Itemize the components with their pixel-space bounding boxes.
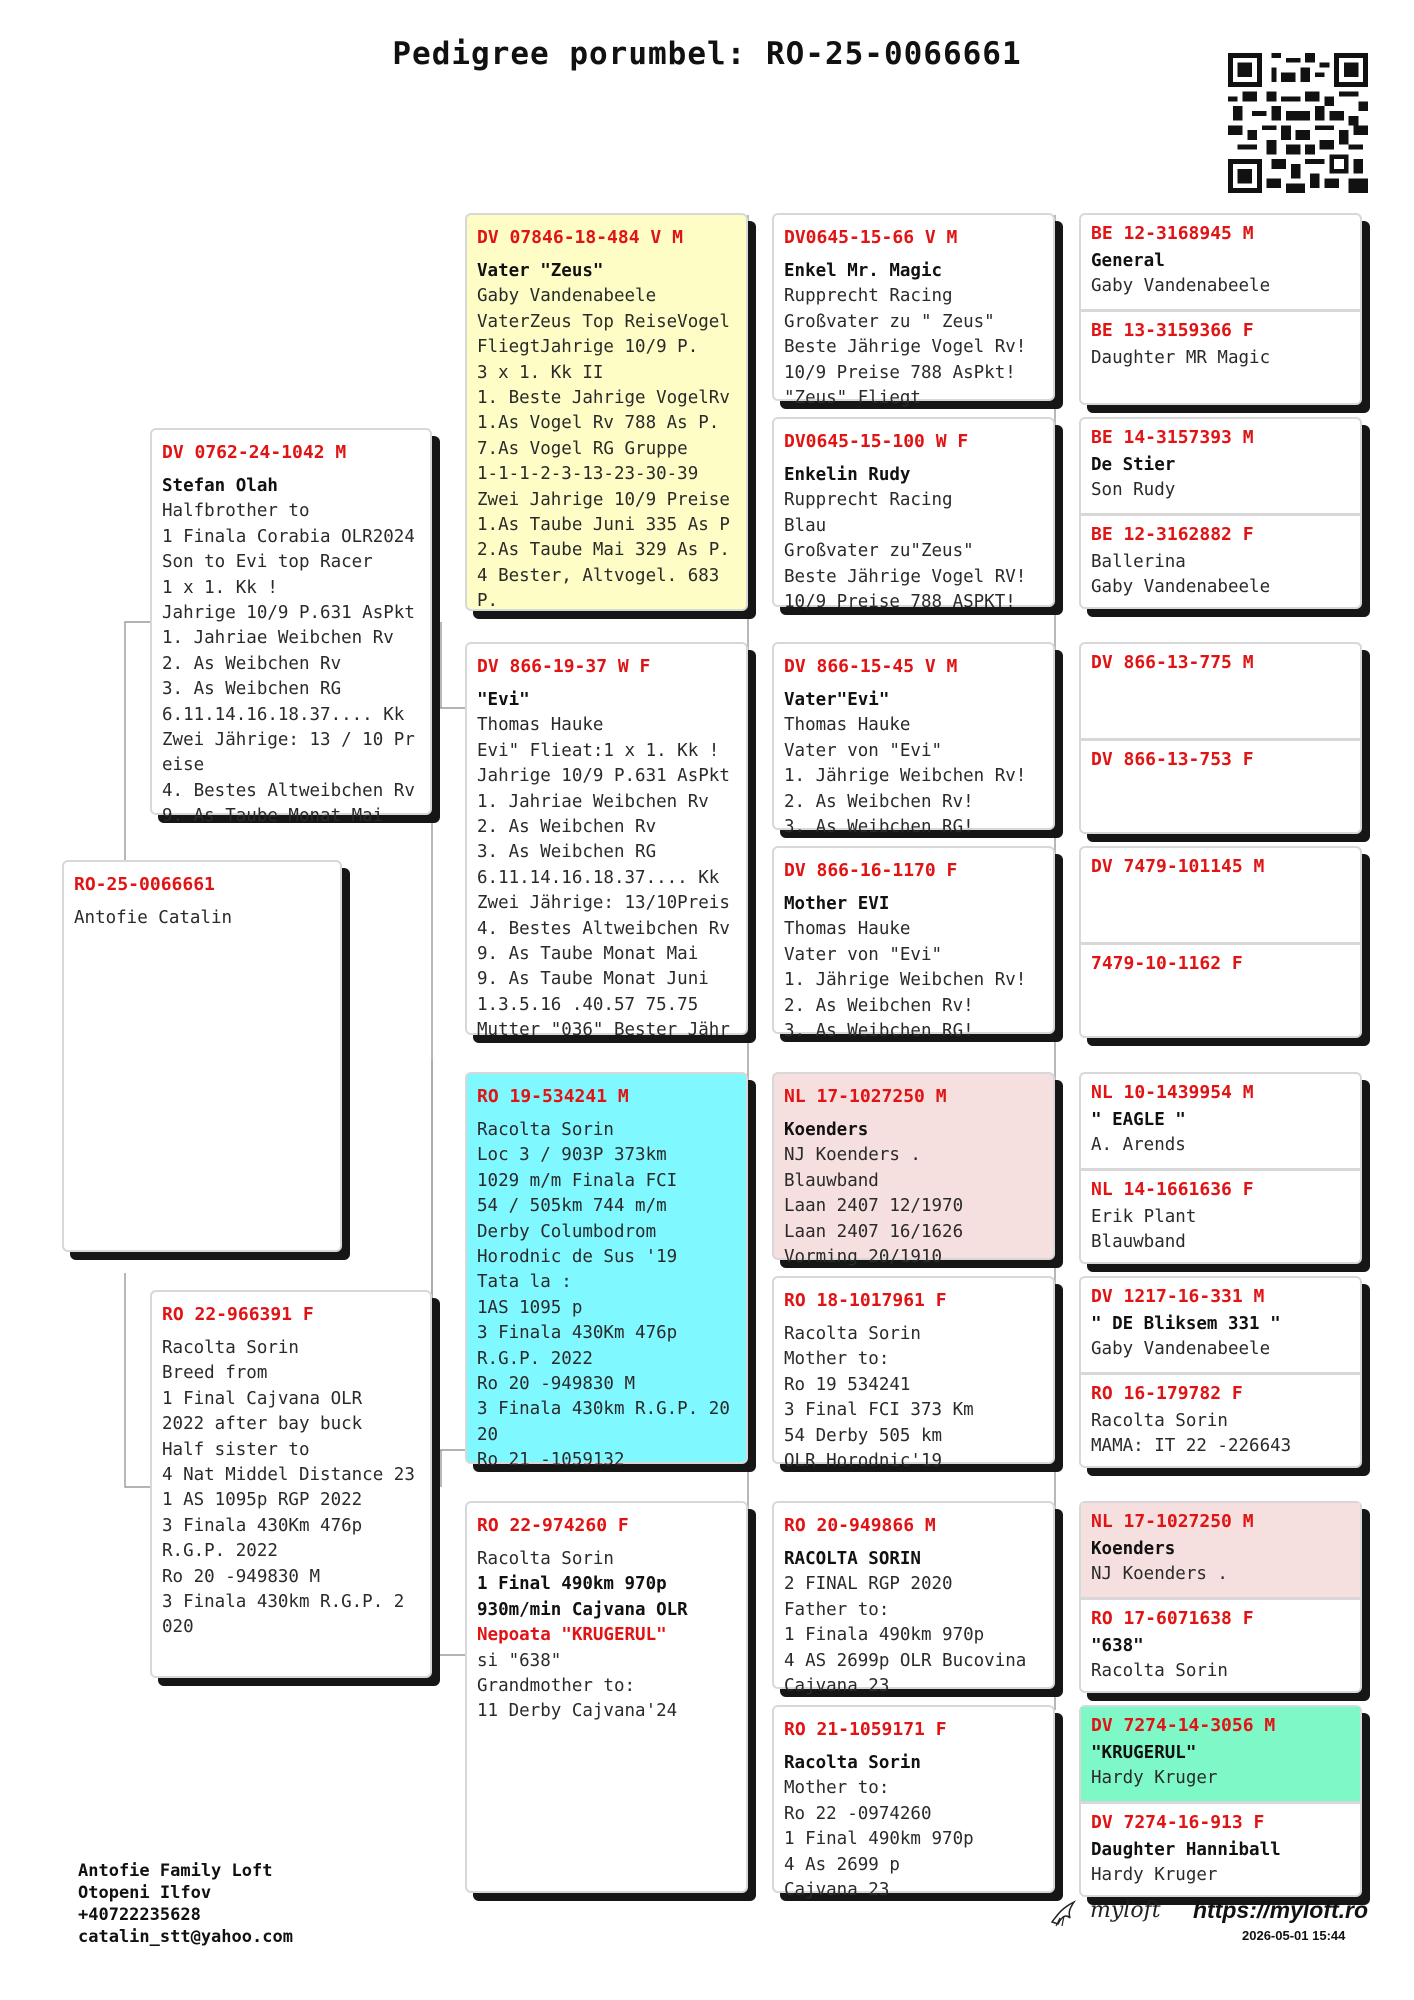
great-grandparent-card-6[interactable] [772, 1276, 1055, 1472]
info-line: Halfbrother to [162, 501, 310, 522]
info-line: Rupprecht Racing [784, 490, 953, 511]
info-line: 3. As Weibchen RG [162, 679, 342, 700]
info-line: 10/9 Preise 788 ASPKT! [784, 592, 1016, 613]
info-line: 020 [162, 1617, 194, 1638]
ring-number: RO 21-1059171 F [784, 1719, 947, 1740]
info-line: Laan 2407 12/1970 [784, 1196, 964, 1217]
pigeon-name: Vater "Zeus" [477, 261, 604, 281]
info-line: 930m/min Cajvana OLR [477, 1599, 688, 1620]
info-line: Nepoata "KRUGERUL" [477, 1625, 667, 1646]
great-grandparent-card-4[interactable] [772, 846, 1055, 1042]
info-line: 1 AS 1095p RGP 2022 [162, 1490, 363, 1511]
info-line: 1 Final 490km 970p [477, 1574, 667, 1595]
pigeon-name: Stefan Olah [162, 476, 278, 496]
ancestor-pair-card-6[interactable] [1079, 1276, 1362, 1468]
info-line: Racolta Sorin [1091, 1661, 1228, 1681]
info-line: si "638" [477, 1650, 562, 1671]
ring-number: BE 14-3157393 M [1091, 427, 1254, 448]
ring-number: NL 10-1439954 M [1091, 1082, 1254, 1103]
info-line: Son to Evi top Racer [162, 552, 373, 573]
info-line: 3 Finala 430Km 476p [477, 1323, 678, 1344]
ancestor-dam[interactable] [1081, 1597, 1360, 1691]
info-line: 1 Finala Corabia OLR2024 [162, 526, 415, 547]
info-line: 1.3.5.16 .40.57 75.75 [477, 994, 699, 1015]
ring-number: DV0645-15-100 W F [784, 431, 969, 452]
ancestor-dam[interactable] [1081, 309, 1360, 403]
info-line: 11 Derby Cajvana'24 [477, 1701, 678, 1722]
ring-number: NL 14-1661636 F [1091, 1179, 1254, 1200]
ancestor-dam[interactable] [1081, 1801, 1360, 1895]
info-line: 3 x 1. Kk II [477, 362, 604, 383]
info-line: Mother to: [784, 1349, 890, 1370]
info-line: Gaby Vandenabeele [1091, 577, 1271, 597]
info-line: 9. As Taube Monat Mai [162, 806, 384, 827]
ancestor-pair-card-1[interactable] [1079, 213, 1362, 405]
info-line: 2 FINAL RGP 2020 [784, 1574, 953, 1595]
great-grandparent-card-5[interactable] [772, 1072, 1055, 1268]
ancestor-sire[interactable] [1081, 1707, 1360, 1801]
myloft-bird-logo-icon [1048, 1896, 1080, 1928]
grandparent-card-2[interactable] [465, 642, 748, 1041]
info-line: Gaby Vandenabeele [1091, 276, 1271, 296]
pigeon-name: "Evi" [477, 690, 530, 710]
info-line: 4. Bestes Altweibchen Rv [162, 780, 415, 801]
info-line: Erik Plant [1091, 1207, 1197, 1227]
info-line: Daughter MR Magic [1091, 348, 1271, 368]
ring-number: RO-25-0066661 [74, 874, 215, 895]
info-line: 1-1-1-2-3-13-23-30-39 [477, 464, 699, 485]
owner-name: Antofie Catalin [74, 908, 233, 928]
info-line: 1 x 1. Kk ! [162, 577, 278, 598]
info-line: Grandmother to: [477, 1676, 636, 1697]
grandparent-card-4[interactable] [465, 1501, 748, 1893]
info-line: 1 Finala 490km 970p [784, 1625, 985, 1646]
great-grandparent-card-3[interactable] [772, 642, 1055, 838]
info-line: Beste Jährige Vogel RV! [784, 566, 1027, 587]
ancestor-dam[interactable] [1081, 1372, 1360, 1466]
info-line: 1. Jährige Weibchen Rv! [784, 766, 1027, 787]
ring-number: BE 12-3168945 M [1091, 223, 1254, 244]
ring-number: BE 12-3162882 F [1091, 524, 1254, 545]
ring-number: DV0645-15-66 V M [784, 227, 958, 248]
info-line: Großvater zu " Zeus" [784, 311, 995, 332]
ancestor-pair-card-4[interactable] [1079, 846, 1362, 1038]
ring-number: RO 18-1017961 F [784, 1290, 947, 1311]
ring-number: DV 0762-24-1042 M [162, 442, 347, 463]
info-line: NJ Koenders . [784, 1145, 921, 1166]
info-line: Hardy Kruger [1091, 1865, 1218, 1885]
info-line: Blau [784, 515, 827, 536]
ring-number: RO 16-179782 F [1091, 1383, 1243, 1404]
brand-url-link[interactable]: https://myloft.ro [1193, 1897, 1369, 1923]
info-line: 1029 m/m Finala FCI [477, 1170, 678, 1191]
pigeon-name: Koenders [784, 1120, 869, 1140]
info-line: 1. Beste Jahrige VogelRv [477, 388, 730, 409]
loft-name: Antofie Family Loft [78, 1861, 273, 1881]
subject-pigeon-card[interactable] [62, 860, 342, 1252]
info-line: P. [477, 591, 499, 612]
info-line: 4 Bester, Altvogel. 683 [477, 565, 720, 586]
ring-number: NL 17-1027250 M [1091, 1511, 1254, 1532]
pigeon-name: Enkelin Rudy [784, 465, 911, 485]
info-line: 10/9 Preise 788 AsPkt! [784, 362, 1016, 383]
ancestor-pair-card-7[interactable] [1079, 1501, 1362, 1693]
info-line: 3 Finala 430km R.G.P. 2 [162, 1592, 405, 1613]
grandparent-card-1[interactable] [465, 213, 748, 611]
sire-card[interactable] [150, 428, 432, 827]
ring-number: DV 1217-16-331 M [1091, 1286, 1265, 1307]
info-line: 4. Bestes Altweibchen Rv [477, 918, 730, 939]
info-line: 3 Finala 430km R.G.P. 20 [477, 1399, 730, 1420]
loft-location: Otopeni Ilfov [78, 1883, 212, 1903]
info-line: Racolta Sorin [784, 1324, 921, 1344]
info-line: Großvater zu"Zeus" [784, 541, 974, 562]
ring-number: DV 866-16-1170 F [784, 860, 958, 881]
info-line: 9. As Taube Monat Juni [477, 969, 709, 990]
info-line: 1.As Vogel Rv 788 As P. [477, 413, 720, 434]
info-line: Ro 20 -949830 M [477, 1374, 636, 1395]
info-line: 20 [477, 1424, 499, 1445]
ring-number: 7479-10-1162 F [1091, 953, 1243, 974]
info-line: Racolta Sorin [477, 1549, 614, 1569]
info-line: Zwei Jahrige 10/9 Preise [477, 489, 730, 510]
info-line: Zwei Jährige: 13/10Preis [477, 893, 730, 914]
info-line: 9. As Taube Monat Mai [477, 944, 699, 965]
ring-number: NL 17-1027250 M [784, 1086, 947, 1107]
info-line: 4 AS 2699p OLR Bucovina [784, 1650, 1027, 1671]
info-line: "Zeus" Fliegt [784, 388, 921, 409]
info-line: Tata la : [477, 1272, 572, 1293]
info-line: Racolta Sorin [162, 1338, 299, 1358]
pigeon-name: "638" [1091, 1636, 1144, 1656]
grandparent-card-3[interactable] [465, 1072, 748, 1471]
ring-number: BE 13-3159366 F [1091, 320, 1254, 341]
info-line: FliegtJahrige 10/9 P. [477, 337, 699, 358]
ring-number: DV 7479-101145 M [1091, 856, 1265, 877]
info-line: Zwei Jährige: 13 / 10 Pr [162, 730, 415, 751]
ancestor-sire[interactable] [1081, 1503, 1360, 1597]
info-line: Thomas Hauke [784, 919, 911, 940]
ancestor-pair-card-8[interactable] [1079, 1705, 1362, 1897]
ancestor-pair-card-2[interactable] [1079, 417, 1362, 609]
info-line: Half sister to [162, 1439, 310, 1460]
ancestor-dam[interactable] [1081, 513, 1360, 607]
pigeon-name: " DE Bliksem 331 " [1091, 1314, 1281, 1334]
info-line: Jahrige 10/9 P.631 AsPkt [477, 766, 730, 787]
info-line: R.G.P. 2022 [162, 1541, 278, 1562]
dam-card[interactable] [150, 1290, 432, 1678]
pigeon-name: Mother EVI [784, 894, 890, 914]
ring-number: DV 7274-16-913 F [1091, 1812, 1265, 1833]
info-line: 2.As Taube Mai 329 As P. [477, 540, 730, 561]
qr-code-icon[interactable] [1228, 53, 1368, 193]
pigeon-name: RACOLTA SORIN [784, 1549, 921, 1569]
ancestor-dam[interactable] [1081, 942, 1360, 1036]
info-line: Breed from [162, 1363, 268, 1384]
info-line: Rupprecht Racing [784, 286, 953, 307]
info-line: 3. As Weibchen RG! [784, 817, 974, 838]
info-line: Evi" Flieat:1 x 1. Kk ! [477, 740, 720, 761]
info-line: 1.As Taube Juni 335 As P [477, 515, 730, 536]
loft-email[interactable]: catalin_stt@yahoo.com [78, 1927, 293, 1947]
info-line: 2. As Weibchen Rv! [784, 791, 974, 812]
pigeon-name: General [1091, 251, 1165, 271]
info-line: Derby Columbodrom [477, 1221, 657, 1242]
ring-number: DV 07846-18-484 V M [477, 227, 683, 248]
great-grandparent-card-8[interactable] [772, 1705, 1055, 1901]
ancestor-sire[interactable] [1081, 419, 1360, 513]
info-line: Beste Jährige Vogel Rv! [784, 337, 1027, 358]
info-line: Mother to: [784, 1778, 890, 1799]
info-line: 3 Final FCI 373 Km [784, 1400, 974, 1421]
ancestor-sire[interactable] [1081, 1074, 1360, 1168]
info-line: Laan 2407 16/1626 [784, 1221, 964, 1242]
info-line: Son Rudy [1091, 480, 1176, 500]
great-grandparent-card-1[interactable] [772, 213, 1055, 409]
info-line: Gaby Vandenabeele [1091, 1339, 1271, 1359]
ancestor-sire[interactable] [1081, 644, 1360, 738]
ancestor-pair-card-5[interactable] [1079, 1072, 1362, 1264]
info-line: Vater von "Evi" [784, 740, 943, 761]
pigeon-name: De Stier [1091, 455, 1176, 475]
info-line: 7.As Vogel RG Gruppe [477, 438, 688, 459]
ring-number: DV 866-19-37 W F [477, 656, 651, 677]
info-line: 1. Jährige Weibchen Rv! [784, 970, 1027, 991]
info-line: 4 Nat Middel Distance 23 [162, 1465, 415, 1486]
great-grandparent-card-2[interactable] [772, 417, 1055, 613]
info-line: 3 Finala 430Km 476p [162, 1515, 363, 1536]
info-line: Vorming 20/1910 [784, 1247, 943, 1268]
info-line: Blauwband [784, 1170, 879, 1191]
info-line: 2. As Weibchen Rv [162, 653, 342, 674]
info-line: 54 / 505km 744 m/m [477, 1196, 667, 1217]
info-line: MAMA: IT 22 -226643 [1091, 1436, 1292, 1456]
info-line: Mutter "036" Bester Jähr [477, 1020, 730, 1041]
info-line: 2. As Weibchen Rv [477, 817, 657, 838]
info-line: Ro 22 -0974260 [784, 1803, 932, 1824]
info-line: Ro 20 -949830 M [162, 1566, 321, 1587]
info-line: 6.11.14.16.18.37.... Kk [162, 704, 405, 725]
info-line: 3. As Weibchen RG! [784, 1021, 974, 1042]
pigeon-name: Koenders [1091, 1539, 1176, 1559]
ring-number: RO 19-534241 M [477, 1086, 629, 1107]
info-line: Father to: [784, 1599, 890, 1620]
print-timestamp: 2026-05-01 15:44 [1242, 1928, 1346, 1943]
info-line: 4 As 2699 p [784, 1854, 900, 1875]
info-line: VaterZeus Top ReiseVogel [477, 311, 730, 332]
info-line: A. Arends [1091, 1135, 1186, 1155]
info-line: 3. As Weibchen RG [477, 842, 657, 863]
ring-number: DV 7274-14-3056 M [1091, 1715, 1276, 1736]
ancestor-sire[interactable] [1081, 848, 1360, 942]
info-line: Gaby Vandenabeele [477, 286, 657, 307]
ring-number: RO 17-6071638 F [1091, 1608, 1254, 1629]
info-line: eise [162, 755, 205, 776]
info-line: 1AS 1095 p [477, 1297, 583, 1318]
pigeon-name: Ballerina [1091, 552, 1186, 572]
ancestor-sire[interactable] [1081, 215, 1360, 309]
info-line: Cajvana 23 [784, 1880, 890, 1901]
pigeon-name: Daughter Hanniball [1091, 1840, 1281, 1860]
loft-contact-block [78, 1860, 293, 1948]
info-line: Thomas Hauke [784, 715, 911, 736]
info-line: OLR Horodnic'19 [784, 1451, 943, 1472]
ancestor-sire[interactable] [1081, 1278, 1360, 1372]
info-line: 54 Derby 505 km [784, 1425, 943, 1446]
info-line: 6.11.14.16.18.37.... Kk [477, 867, 720, 888]
ring-number: DV 866-13-775 M [1091, 652, 1254, 673]
info-line: 2022 after bay buck [162, 1414, 363, 1435]
ring-number: RO 22-966391 F [162, 1304, 314, 1325]
pigeon-name: Vater"Evi" [784, 690, 890, 710]
loft-phone[interactable]: +40722235628 [78, 1905, 201, 1925]
brand-name: myloft [1090, 1898, 1161, 1923]
info-line: Cajvana 23 [784, 1676, 890, 1697]
ring-number: DV 866-15-45 V M [784, 656, 958, 677]
info-line: Blauwband [1091, 1232, 1186, 1252]
pigeon-name: Enkel Mr. Magic [784, 261, 943, 281]
info-line: Ro 21 -1059132 [477, 1450, 625, 1471]
info-line: Racolta Sorin [477, 1120, 614, 1140]
info-line: 2. As Weibchen Rv! [784, 995, 974, 1016]
info-line: Thomas Hauke [477, 715, 604, 736]
ring-number: DV 866-13-753 F [1091, 749, 1254, 770]
info-line: R.G.P. 2022 [477, 1348, 593, 1369]
info-line: Jahrige 10/9 P.631 AsPkt [162, 603, 415, 624]
page-title: Pedigree porumbel: RO-25-0066661 [392, 36, 1022, 72]
info-line: NJ Koenders . [1091, 1564, 1228, 1584]
ancestor-dam[interactable] [1081, 1168, 1360, 1262]
info-line: Hardy Kruger [1091, 1768, 1218, 1788]
pigeon-name: " EAGLE " [1091, 1110, 1186, 1130]
info-line: Ro 19 534241 [784, 1374, 911, 1395]
info-line: Horodnic de Sus '19 [477, 1247, 678, 1268]
ancestor-pair-card-3[interactable] [1079, 642, 1362, 834]
ring-number: RO 20-949866 M [784, 1515, 936, 1536]
info-line: Vater von "Evi" [784, 944, 943, 965]
ancestor-dam[interactable] [1081, 738, 1360, 832]
info-line: 1. Jahriae Weibchen Rv [477, 791, 709, 812]
ring-number: RO 22-974260 F [477, 1515, 629, 1536]
info-line: Loc 3 / 903P 373km [477, 1145, 667, 1166]
pigeon-name: "KRUGERUL" [1091, 1743, 1197, 1763]
info-line: 1 Final 490km 970p [784, 1829, 974, 1850]
info-line: 1. Jahriae Weibchen Rv [162, 628, 394, 649]
info-line: Racolta Sorin [1091, 1411, 1228, 1431]
pigeon-name: Racolta Sorin [784, 1753, 921, 1773]
great-grandparent-card-7[interactable] [772, 1501, 1055, 1697]
info-line: 1 Final Cajvana OLR [162, 1388, 363, 1409]
